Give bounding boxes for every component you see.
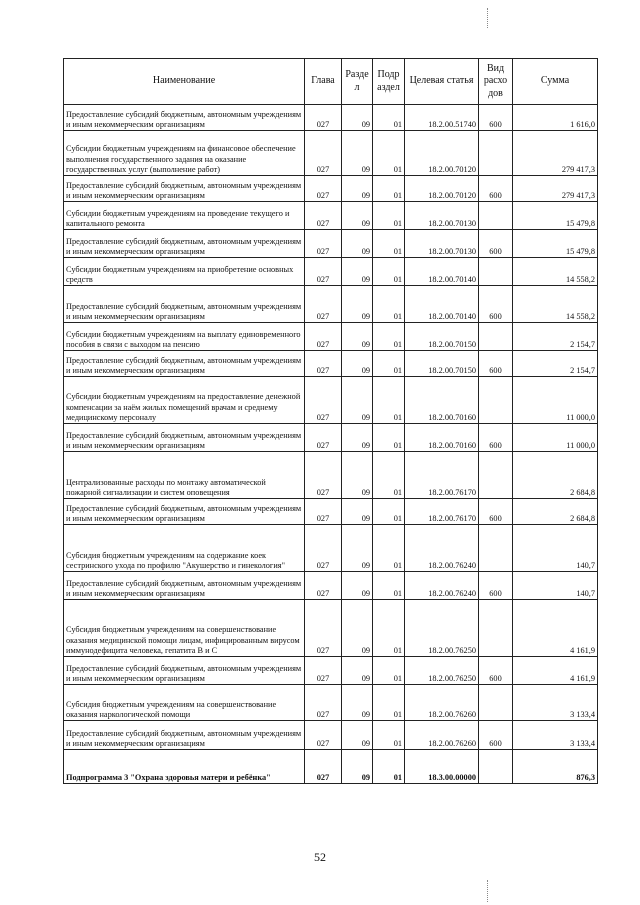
row-sum: 14 558,2 [513,286,598,323]
table-body [64,105,598,784]
row-razdel: 09 [342,351,373,377]
row-razdel: 09 [342,230,373,258]
row-podrazdel: 01 [373,424,405,452]
row-sum: 4 161,9 [513,600,598,657]
row-target: 18.2.00.70130 [405,202,479,230]
row-podrazdel: 01 [373,377,405,424]
row-vid [479,525,513,572]
row-podrazdel: 01 [373,351,405,377]
row-name: Предоставление субсидий бюджетным, автономным учреждениям и иным некоммерческим организациям [64,424,305,452]
row-glava: 027 [305,424,342,452]
column-header-sum: Сумма [513,59,598,105]
row-glava: 027 [305,600,342,657]
table-row [64,323,598,351]
row-podrazdel: 01 [373,202,405,230]
row-vid: 600 [479,424,513,452]
column-header-target: Целевая статья [405,59,479,105]
row-name: Предоставление субсидий бюджетным, автономным учреждениям и иным некоммерческим организациям [64,230,305,258]
row-glava: 027 [305,202,342,230]
row-glava: 027 [305,351,342,377]
row-sum: 2 684,8 [513,452,598,499]
table-header-row [64,59,598,105]
row-razdel: 09 [342,202,373,230]
row-glava: 027 [305,286,342,323]
column-header-razdel: Разде л [342,59,373,105]
row-vid [479,202,513,230]
row-glava: 027 [305,657,342,685]
page-number: 52 [314,850,326,864]
row-vid [479,323,513,351]
row-sum: 11 000,0 [513,377,598,424]
row-razdel: 09 [342,572,373,600]
row-razdel: 09 [342,657,373,685]
row-glava: 027 [305,230,342,258]
row-vid: 600 [479,572,513,600]
row-target: 18.2.00.76170 [405,499,479,525]
row-vid: 600 [479,351,513,377]
row-vid: 600 [479,230,513,258]
table-row [64,258,598,286]
row-target: 18.2.00.70140 [405,258,479,286]
scan-mark [487,8,488,28]
budget-table [63,58,598,784]
row-vid: 600 [479,105,513,131]
row-podrazdel: 01 [373,131,405,176]
row-sum: 4 161,9 [513,657,598,685]
row-name: Субсидии бюджетным учреждениям на предоставление денежной компенсации за наём жилых помещений врачам и среднему медицинскому персоналу [64,377,305,424]
row-sum: 140,7 [513,525,598,572]
row-razdel: 09 [342,499,373,525]
table-row [64,351,598,377]
row-podrazdel: 01 [373,572,405,600]
row-target: 18.2.00.76250 [405,600,479,657]
row-podrazdel: 01 [373,750,405,784]
row-name: Предоставление субсидий бюджетным, автономным учреждениям и иным некоммерческим организациям [64,499,305,525]
row-podrazdel: 01 [373,657,405,685]
row-razdel: 09 [342,176,373,202]
row-razdel: 09 [342,131,373,176]
row-name: Субсидия бюджетным учреждениям на содержание коек сестринского ухода по профилю "Акушерство и гинекология" [64,525,305,572]
table-row [64,572,598,600]
row-razdel: 09 [342,721,373,750]
row-target: 18.2.00.76240 [405,572,479,600]
row-podrazdel: 01 [373,176,405,202]
row-glava: 027 [305,499,342,525]
row-name: Субсидия бюджетным учреждениям на совершенствование оказания наркологической помощи [64,685,305,721]
row-target: 18.2.00.70140 [405,286,479,323]
table-row [64,685,598,721]
row-name: Субсидии бюджетным учреждениям на выплату единовременного пособия в связи с выходом на пенсию [64,323,305,351]
row-podrazdel: 01 [373,452,405,499]
row-podrazdel: 01 [373,286,405,323]
column-header-name: Наименование [64,59,305,105]
row-podrazdel: 01 [373,685,405,721]
row-name: Централизованные расходы по монтажу автоматической пожарной сигнализации и систем оповещения [64,452,305,499]
row-vid [479,452,513,499]
row-sum: 876,3 [513,750,598,784]
table-row [64,105,598,131]
table-row [64,750,598,784]
row-razdel: 09 [342,323,373,351]
row-glava: 027 [305,572,342,600]
row-razdel: 09 [342,525,373,572]
row-name: Субсидии бюджетным учреждениям на финансовое обеспечение выполнения государственного задания на оказание государственных услуг (выполнение работ) [64,131,305,176]
row-vid: 600 [479,499,513,525]
row-vid [479,750,513,784]
row-glava: 027 [305,452,342,499]
table-row [64,176,598,202]
row-target: 18.3.00.00000 [405,750,479,784]
row-name: Субсидия бюджетным учреждениям на совершенствование оказания медицинской помощи лицам, инфицированным вирусом иммунодефицита человека, гепатита В и С [64,600,305,657]
column-header-vid: Вид расхо дов [479,59,513,105]
row-target: 18.2.00.76260 [405,721,479,750]
row-vid [479,600,513,657]
row-name: Предоставление субсидий бюджетным, автономным учреждениям и иным некоммерческим организациям [64,351,305,377]
row-sum: 11 000,0 [513,424,598,452]
column-header-podrazdel: Подр аздел [373,59,405,105]
row-sum: 15 479,8 [513,202,598,230]
row-podrazdel: 01 [373,323,405,351]
row-podrazdel: 01 [373,600,405,657]
table-row [64,499,598,525]
row-target: 18.2.00.70160 [405,377,479,424]
table-row [64,600,598,657]
table-row [64,452,598,499]
table-row [64,377,598,424]
row-podrazdel: 01 [373,230,405,258]
row-razdel: 09 [342,377,373,424]
row-podrazdel: 01 [373,525,405,572]
row-glava: 027 [305,105,342,131]
row-podrazdel: 01 [373,499,405,525]
row-vid [479,258,513,286]
row-sum: 140,7 [513,572,598,600]
scan-mark [487,880,488,902]
row-vid [479,377,513,424]
row-sum: 279 417,3 [513,176,598,202]
row-target: 18.2.00.76240 [405,525,479,572]
table-row [64,230,598,258]
row-name: Субсидии бюджетным учреждениям на приобретение основных средств [64,258,305,286]
row-name: Предоставление субсидий бюджетным, автономным учреждениям и иным некоммерческим организациям [64,176,305,202]
table-row [64,657,598,685]
row-glava: 027 [305,750,342,784]
row-name: Предоставление субсидий бюджетным, автономным учреждениям и иным некоммерческим организациям [64,286,305,323]
row-sum: 15 479,8 [513,230,598,258]
column-header-glava: Глава [305,59,342,105]
row-razdel: 09 [342,600,373,657]
row-target: 18.2.00.76260 [405,685,479,721]
row-vid: 600 [479,176,513,202]
row-name: Предоставление субсидий бюджетным, автономным учреждениям и иным некоммерческим организациям [64,572,305,600]
row-vid: 600 [479,657,513,685]
table-row [64,202,598,230]
row-target: 18.2.00.76250 [405,657,479,685]
row-target: 18.2.00.70160 [405,424,479,452]
row-glava: 027 [305,258,342,286]
table-row [64,131,598,176]
row-sum: 14 558,2 [513,258,598,286]
row-sum: 2 154,7 [513,323,598,351]
row-razdel: 09 [342,452,373,499]
row-target: 18.2.00.70150 [405,351,479,377]
row-podrazdel: 01 [373,721,405,750]
row-glava: 027 [305,525,342,572]
row-vid: 600 [479,286,513,323]
row-target: 18.2.00.70120 [405,176,479,202]
row-name: Предоставление субсидий бюджетным, автономным учреждениям и иным некоммерческим организациям [64,657,305,685]
row-sum: 2 154,7 [513,351,598,377]
row-vid [479,685,513,721]
row-name: Предоставление субсидий бюджетным, автономным учреждениям и иным некоммерческим организациям [64,721,305,750]
row-sum: 3 133,4 [513,721,598,750]
row-target: 18.2.00.70120 [405,131,479,176]
row-podrazdel: 01 [373,105,405,131]
row-podrazdel: 01 [373,258,405,286]
row-target: 18.2.00.51740 [405,105,479,131]
table-row [64,525,598,572]
row-glava: 027 [305,176,342,202]
row-name: Субсидии бюджетным учреждениям на проведение текущего и капитального ремонта [64,202,305,230]
row-target: 18.2.00.76170 [405,452,479,499]
row-razdel: 09 [342,424,373,452]
row-razdel: 09 [342,105,373,131]
row-target: 18.2.00.70150 [405,323,479,351]
row-glava: 027 [305,685,342,721]
row-razdel: 09 [342,258,373,286]
row-vid: 600 [479,721,513,750]
row-razdel: 09 [342,685,373,721]
row-glava: 027 [305,377,342,424]
row-glava: 027 [305,721,342,750]
row-razdel: 09 [342,286,373,323]
row-target: 18.2.00.70130 [405,230,479,258]
row-name: Подпрограмма 3 "Охрана здоровья матери и ребёнка" [64,750,305,784]
row-name: Предоставление субсидий бюджетным, автономным учреждениям и иным некоммерческим организациям [64,105,305,131]
row-glava: 027 [305,323,342,351]
table-row [64,424,598,452]
table-row [64,286,598,323]
row-sum: 3 133,4 [513,685,598,721]
row-sum: 279 417,3 [513,131,598,176]
row-glava: 027 [305,131,342,176]
row-vid [479,131,513,176]
row-razdel: 09 [342,750,373,784]
row-sum: 1 616,0 [513,105,598,131]
row-sum: 2 684,8 [513,499,598,525]
table-row [64,721,598,750]
